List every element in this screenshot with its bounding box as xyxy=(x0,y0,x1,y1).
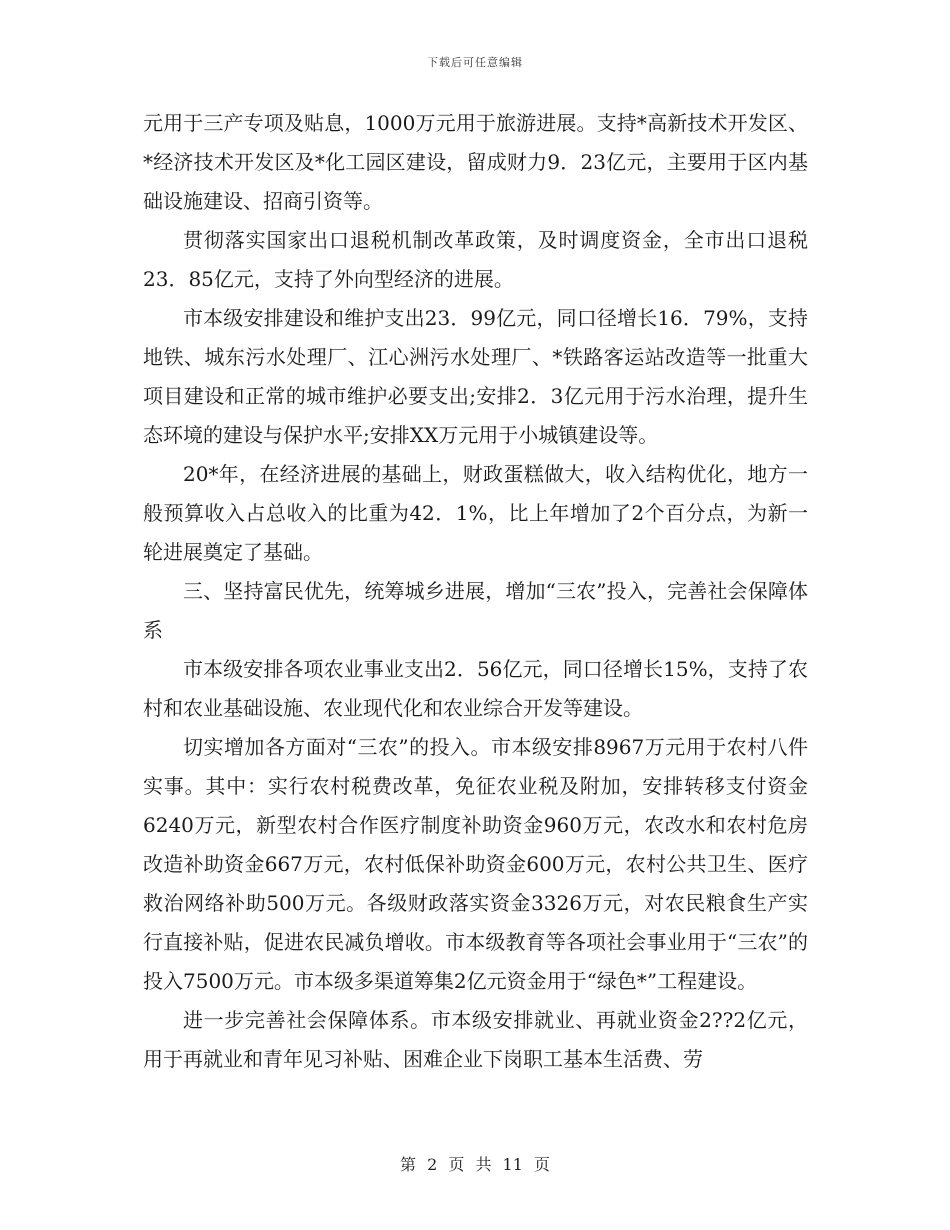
page-header: 下载后可任意编辑 xyxy=(427,56,523,69)
paragraph: 20*年，在经济进展的基础上，财政蛋糕做大，收入结构优化，地方一般预算收入占总收入的比重为42．1%，比上年增加了2个百分点，为新一轮进展奠定了基础。 xyxy=(143,462,808,564)
document-body xyxy=(143,104,808,1079)
paragraph: 市本级安排各项农业事业支出2．56亿元，同口径增长15%，支持了农村和农业基础设施、农业现代化和农业综合开发等建设。 xyxy=(143,657,808,720)
paragraph: 贯彻落实国家出口退税机制改革政策，及时调度资金，全市出口退税23．85亿元，支持了外向型经济的进展。 xyxy=(143,228,808,291)
paragraph: 进一步完善社会保障体系。市本级安排就业、再就业资金2??2亿元，用于再就业和青年见习补贴、困难企业下岗职工基本生活费、劳 xyxy=(143,1008,808,1071)
paragraph: 市本级安排建设和维护支出23．99亿元，同口径增长16．79%，支持地铁、城东污水处理厂、江心洲污水处理厂、*铁路客运站改造等一批重大项目建设和正常的城市维护必要支出;安排2．3亿元用于污水治理，提升生态环境的建设与保护水平;安排XX万元用于小城镇建设等。 xyxy=(143,306,808,447)
paragraph: 切实增加各方面对“三农”的投入。市本级安排8967万元用于农村八件实事。其中：实行农村税费改革，免征农业税及附加，安排转移支付资金6240万元，新型农村合作医疗制度补助资金960万元，农改水和农村危房改造补助资金667万元，农村低保补助资金600万元，农村公共卫生、医疗救治网络补助500万元。各级财政落实资金3326万元，对农民粮食生产实行直接补贴，促进农民减负增收。市本级教育等各项社会事业用于“三农”的投入7500万元。市本级多渠道筹集2亿元资金用于“绿色*”工程建设。 xyxy=(143,735,808,993)
section-heading: 三、坚持富民优先，统筹城乡进展，增加“三农”投入，完善社会保障体系 xyxy=(143,579,808,642)
page-footer: 第 2 页 共 11 页 xyxy=(400,1155,550,1174)
paragraph: 元用于三产专项及贴息，1000万元用于旅游进展。支持*高新技术开发区、*经济技术开发区及*化工园区建设，留成财力9．23亿元，主要用于区内基础设施建设、招商引资等。 xyxy=(143,111,808,213)
